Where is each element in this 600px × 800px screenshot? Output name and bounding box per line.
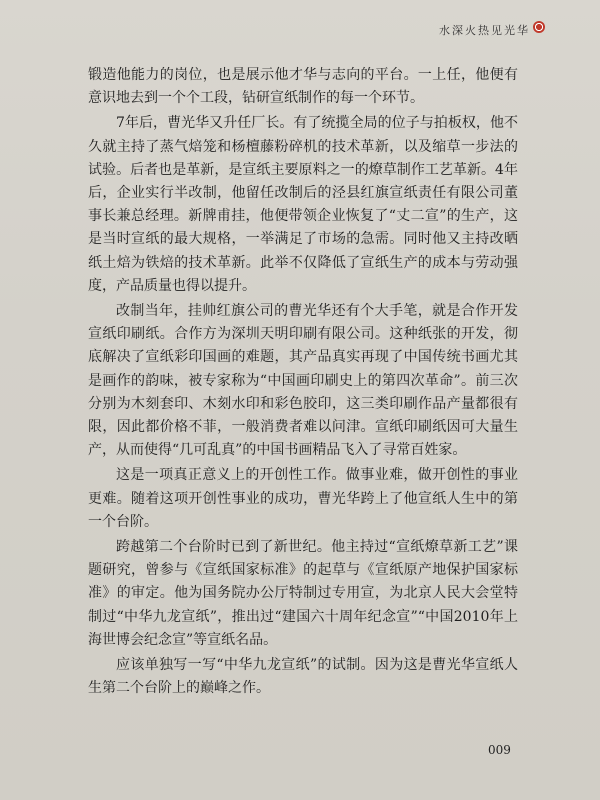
paragraph: 改制当年，挂帅红旗公司的曹光华还有个大手笔，就是合作开发宣纸印刷纸。合作方为深圳天明印刷有限公司。这种纸张的开发，彻底解决了宣纸彩印国画的难题，其产品真实再现了中国传统书画尤其是画作的韵味，被专家称为“中国画印刷史上的第四次革命”。前三次分别为木刻套印、木刻水印和彩色胶印，这三类印刷作品产量都很有限，因此都价格不菲，一般消费者难以问津。宣纸印刷纸因可大量生产，从而使得“几可乱真”的中国书画精品飞入了寻常百姓家。 [88, 303, 518, 459]
paragraph: 锻造他能力的岗位，也是展示他才华与志向的平台。一上任，他便有意识地去到一个个工段，钻研宣纸制作的每一个环节。 [88, 67, 518, 107]
paragraph: 7年后，曹光华又升任厂长。有了统揽全局的位子与拍板权，他不久就主持了蒸气焙笼和杨檀藤粉碎机的技术革新，以及缩草一步法的试验。后者也是革新，是宣纸主要原料之一的燎草制作工艺革新。4年后，企业实行半改制，他留任改制后的泾县红旗宣纸责任有限公司董事长兼总经理。新牌甫挂，他便带领企业恢复了“丈二宣”的生产，这是当时宣纸的最大规格，一举满足了市场的急需。同时他又主持改晒纸土焙为铁焙的技术革新。此举不仅降低了宣纸生产的成本与劳动强度，产品质量也得以提升。 [88, 115, 518, 294]
running-head [439, 22, 530, 38]
paragraph: 应该单独写一写“中华九龙宣纸”的试制。因为这是曹光华宣纸人生第二个台阶上的巅峰之作。 [88, 657, 518, 697]
page-number: 009 [488, 743, 511, 757]
seal-icon [533, 21, 545, 33]
paragraph: 这是一项真正意义上的开创性工作。做事业难，做开创性的事业更难。随着这项开创性事业的成功，曹光华跨上了他宣纸人生中的第一个台阶。 [88, 467, 518, 530]
body-text [88, 64, 518, 702]
running-head-title: 水深火热见光华 [439, 24, 530, 37]
paragraph: 跨越第二个台阶时已到了新世纪。他主持过“宣纸燎草新工艺”课题研究，曾参与《宣纸国家标准》的起草与《宣纸原产地保护国家标准》的审定。他为国务院办公厅特制过专用宣，为北京人民大会堂特制过“中华九龙宣纸”，推出过“建国六十周年纪念宣”“中国2010年上海世博会纪念宣”等宣纸名品。 [88, 539, 518, 648]
